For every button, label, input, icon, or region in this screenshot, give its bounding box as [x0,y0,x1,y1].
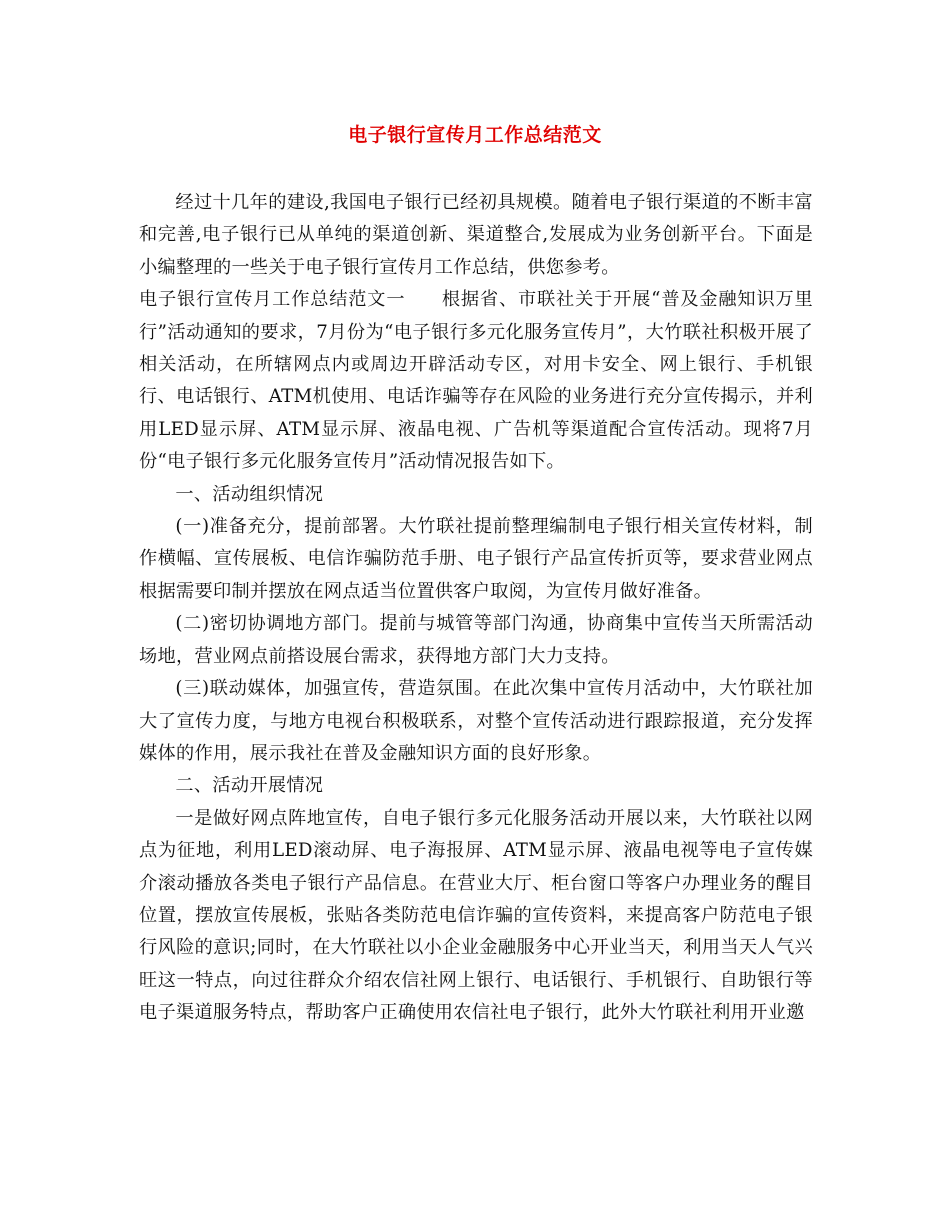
section1-paragraph [139,284,813,478]
section1-body: 根据省、市联社关于开展“普及金融知识万里行”活动通知的要求，7月份为“电子银行多元化服务宣传月”，大竹联社积极开展了相关活动，在所辖网点内或周边开辟活动专区，对用卡安全、网上银行、手机银行、电话银行、ATM机使用、电话诈骗等存在风险的业务进行充分宣传揭示，并利用LED显示屏、ATM显示屏、液晶电视、广告机等渠道配合宣传活动。现将7月份“电子银行多元化服务宣传月”活动情况报告如下。 [139,289,813,473]
part1-title: 一、活动组织情况 [175,483,324,505]
item3-paragraph: (三)联动媒体，加强宣传，营造氛围。在此次集中宣传月活动中，大竹联社加大了宣传力度，与地方电视台积极联系，对整个宣传活动进行跟踪报道，充分发挥媒体的作用，展示我社在普及金融知识方面的良好形象。 [139,678,813,764]
section1-heading: 电子银行宣传月工作总结范文一 [139,289,406,311]
item2-paragraph: (二)密切协调地方部门。提前与城管等部门沟通，协商集中宣传当天所需活动场地，营业网点前搭设展台需求，获得地方部门大力支持。 [139,613,813,667]
part2-title: 二、活动开展情况 [175,775,324,797]
item1-paragraph: (一)准备充分，提前部署。大竹联社提前整理编制电子银行相关宣传材料，制作横幅、宣传展板、电信诈骗防范手册、电子银行产品宣传折页等，要求营业网点根据需要印制并摆放在网点适当位置供客户取阅，为宣传月做好准备。 [139,516,813,602]
document-body [139,187,813,1030]
item4-paragraph: 一是做好网点阵地宣传，自电子银行多元化服务活动开展以来，大竹联社以网点为征地，利用LED滚动屏、电子海报屏、ATM显示屏、液晶电视等电子宣传媒介滚动播放各类电子银行产品信息。在营业大厅、柜台窗口等客户办理业务的醒目位置，摆放宣传展板，张贴各类防范电信诈骗的宣传资料，来提高客户防范电子银行风险的意识;同时，在大竹联社以小企业金融服务中心开业当天，利用当天人气兴旺这一特点，向过往群众介绍农信社网上银行、电话银行、手机银行、自助银行等电子渠道服务特点，帮助客户正确使用农信社电子银行，此外大竹联社利用开业邀 [139,807,813,1024]
intro-paragraph: 经过十几年的建设,我国电子银行已经初具规模。随着电子银行渠道的不断丰富和完善,电子银行已从单纯的渠道创新、渠道整合,发展成为业务创新平台。下面是小编整理的一些关于电子银行宣传月工作总结，供您参考。 [139,192,813,278]
document-title: 电子银行宣传月工作总结范文 [348,124,602,146]
